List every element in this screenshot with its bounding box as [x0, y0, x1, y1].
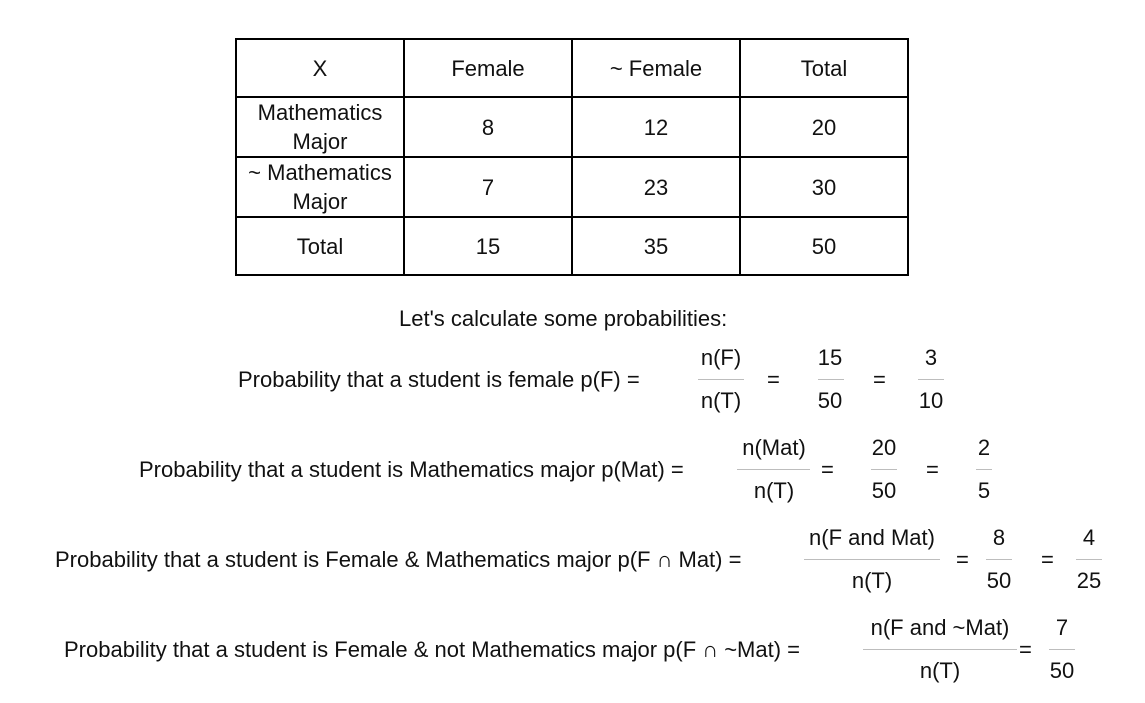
table-cell: 15 [404, 217, 572, 275]
fraction-numerator: 8 [992, 525, 1006, 550]
fraction-bar [737, 469, 810, 470]
fraction-denominator: 25 [1076, 568, 1102, 593]
fraction-bar [986, 559, 1012, 560]
intro-text: Let's calculate some probabilities: [399, 306, 728, 331]
equation-label: Probability that a student is Female & not Mathematics major p(F ∩ ~Mat) = [64, 637, 801, 662]
table-row [236, 97, 908, 157]
equation-label: Probability that a student is Mathematics major p(Mat) = [139, 457, 684, 482]
fraction-denominator: 5 [977, 478, 991, 503]
fraction-numerator: 2 [977, 435, 991, 460]
equals-sign: = [873, 367, 886, 392]
fraction-bar [698, 379, 744, 380]
fraction-numerator: 3 [924, 345, 938, 370]
fraction-numerator: 15 [817, 345, 843, 370]
fraction-numerator: 20 [871, 435, 897, 460]
equals-sign: = [1019, 637, 1032, 662]
fraction-denominator: 50 [986, 568, 1012, 593]
fraction-denominator: n(T) [919, 658, 961, 683]
table-cell: 20 [740, 97, 908, 157]
table-cell: 35 [572, 217, 740, 275]
fraction-bar [871, 469, 897, 470]
fraction-bar [804, 559, 940, 560]
fraction-numerator: 7 [1055, 615, 1069, 640]
table-cell: 30 [740, 157, 908, 217]
fraction-bar [863, 649, 1017, 650]
equation-label: Probability that a student is female p(F) = [238, 367, 640, 392]
fraction-denominator: 50 [817, 388, 843, 413]
fraction-denominator: 50 [871, 478, 897, 503]
row-header-cell: Total [236, 217, 404, 275]
fraction-denominator: n(T) [851, 568, 893, 593]
fraction-bar [818, 379, 844, 380]
table-row [236, 157, 908, 217]
fraction-denominator: 10 [918, 388, 944, 413]
fraction-numerator: n(F and ~Mat) [870, 615, 1010, 640]
equals-sign: = [956, 547, 969, 572]
fraction-numerator: n(F and Mat) [809, 525, 935, 550]
header-cell: Female [404, 39, 572, 97]
table-cell: 7 [404, 157, 572, 217]
fraction-numerator: 4 [1082, 525, 1096, 550]
equals-sign: = [767, 367, 780, 392]
header-cell: ~ Female [572, 39, 740, 97]
header-cell: X [236, 39, 404, 97]
fraction-bar [918, 379, 944, 380]
table-row [236, 217, 908, 275]
fraction-denominator: n(T) [753, 478, 795, 503]
fraction-bar [1076, 559, 1102, 560]
fraction-bar [976, 469, 992, 470]
equals-sign: = [1041, 547, 1054, 572]
fraction-numerator: n(F) [700, 345, 742, 370]
table-cell: 12 [572, 97, 740, 157]
table-header-row [236, 39, 908, 97]
equals-sign: = [821, 457, 834, 482]
fraction-denominator: n(T) [700, 388, 742, 413]
fraction-numerator: n(Mat) [742, 435, 806, 460]
table-cell: 23 [572, 157, 740, 217]
fraction-bar [1049, 649, 1075, 650]
header-cell: Total [740, 39, 908, 97]
table-cell: 8 [404, 97, 572, 157]
row-header-cell: ~ Mathematics Major [236, 157, 404, 217]
equals-sign: = [926, 457, 939, 482]
table-cell: 50 [740, 217, 908, 275]
equation-label: Probability that a student is Female & Mathematics major p(F ∩ Mat) = [55, 547, 742, 572]
row-header-cell: Mathematics Major [236, 97, 404, 157]
contingency-table [235, 38, 909, 276]
fraction-denominator: 50 [1049, 658, 1075, 683]
